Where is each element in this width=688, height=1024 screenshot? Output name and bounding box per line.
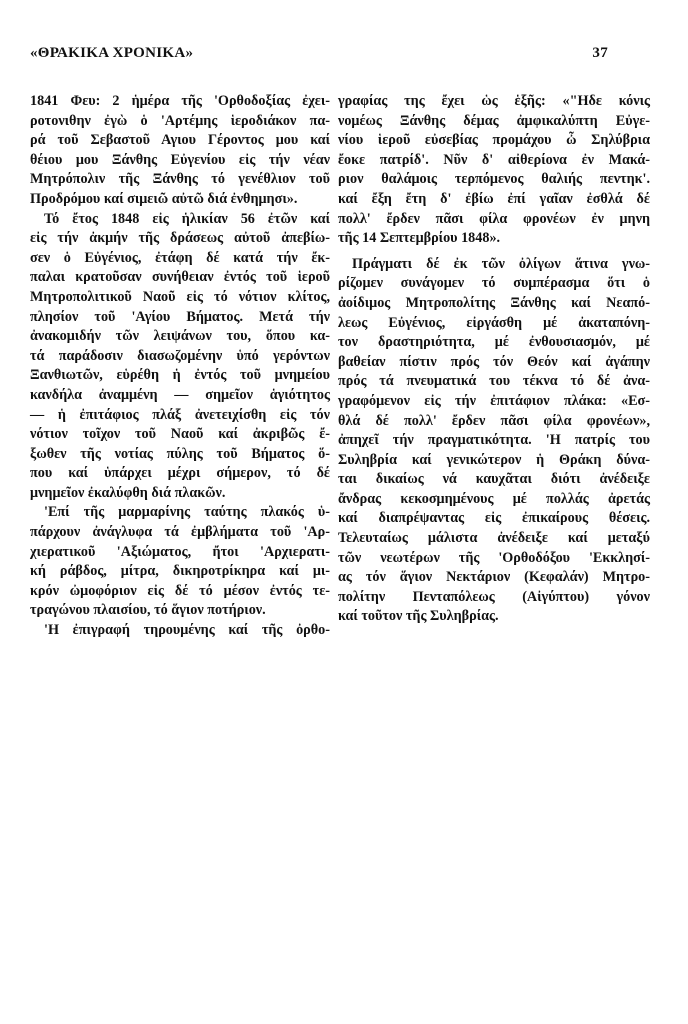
text-line: πλησίον τοῦ 'Αγίου Βήματος. Μετά τήν xyxy=(30,308,330,325)
text-line: βαθείαν πίστιν πρός τόν Θεόν καί ἀγάπην xyxy=(338,353,650,370)
right-text-column xyxy=(338,92,650,627)
text-line: νότιον τοῖχον τοῦ Ναοῦ καί ἀκριβῶς ἔ- xyxy=(30,426,330,443)
text-line: πολίτην Πενταπόλεως (Αἰγύπτου) γόνον xyxy=(338,588,650,605)
text-line: καί ἔξη ἔτη δ' ἐβίω ἐπί γαῖαν ἐσθλά δέ xyxy=(338,190,650,207)
text-line: ρίζομεν συνάγομεν τό συμπέρασμα ὅτι ὁ xyxy=(338,275,650,292)
text-line: ἀοίδιμος Μητροπολίτης Ξάνθης καί Νεαπό- xyxy=(338,294,650,311)
running-header xyxy=(30,45,608,62)
text-line: καί τοῦτον τῆς Συληβρίας. xyxy=(338,608,499,625)
text-line: τά παράδοσιν διασωζομένην ὑπό γερόντων xyxy=(30,347,330,364)
text-line: ἀνακομιδήν τῶν λειψάνων του, ὅπου κα- xyxy=(30,328,330,345)
text-line: κανδήλα ἀναμμένη — σημεῖον ἁγιότητος xyxy=(30,386,330,403)
text-line: σεν ὁ Εὐγένιος, ἐτάφη δέ κατά τήν ἔκ- xyxy=(30,249,330,266)
text-line: Ξανθιωτῶν, εὑρέθη ἡ ἐντός τοῦ μνημείου xyxy=(30,367,330,384)
journal-title: «ΘΡΑΚΙΚΑ ΧΡΟΝΙΚΑ» xyxy=(30,45,194,61)
text-line: πολλ' ἔρδεν πᾶσι φίλα φρονέων ἐν μηνη xyxy=(338,210,650,227)
text-line: πρός τά πνευματικά του τέκνα τό δέ ἀνα- xyxy=(338,373,650,390)
text-line: 1841 Φευ: 2 ἡμέρα τῆς 'Ορθοδοξίας ἐχει- xyxy=(30,93,330,109)
text-line: πάρχουν ἀνάγλυφα τά ἐμβλήματα τοῦ 'Αρ- xyxy=(30,524,330,541)
text-line: Μητροπολιτικοῦ Ναοῦ εἰς τό νότιον κλίτος, xyxy=(30,288,330,305)
text-line: Συληβρία καί γενικώτερον ἡ Θράκη δύνα- xyxy=(338,451,650,468)
text-line: ροτονιθην ἐγὼ ὁ 'Αρτέμης ἱεροδιάκον πα- xyxy=(30,112,330,129)
text-line: κή ράβδος, μίτρα, δικηροτρίκηρα καί μι- xyxy=(30,563,330,580)
text-line: Τό ἔτος 1848 εἰς ἡλικίαν 56 ἐτῶν καί xyxy=(44,210,330,227)
text-line: χιερατικοῦ 'Αξιώματος, ἤτοι 'Αρχιερατι- xyxy=(30,543,330,560)
text-line: που καί ὑπάρχει μέχρι σήμερον, τό δέ xyxy=(30,465,330,482)
text-line: Τελευταίως μάλιστα ἀνέδειξε καί μεταξύ xyxy=(338,530,650,547)
text-line: τῶν νεωτέρων τῆς 'Ορθοδόξου 'Εκκλησί- xyxy=(338,549,650,566)
text-line: θλά δέ πολλ' ἔρδεν πᾶσι φίλα φρονέων», xyxy=(338,412,650,429)
text-line: Μητρόπολιν τῆς Ξάνθης τό γενέθλιον τοῦ xyxy=(30,171,330,188)
text-line: εἰς τήν ἀκμήν τῆς δράσεως αὐτοῦ ἀπεβίω- xyxy=(30,230,330,247)
text-line: ριον θαλάμοις τερπόμενος θαλιής πεντηκ'. xyxy=(338,171,650,188)
text-line: λεως Εὐγένιος, εἰργάσθη μέ ἀκαταπόνη- xyxy=(338,314,650,331)
text-line: κρόν ὠμοφόριον εἰς δέ τό μέσον ἐντός τε- xyxy=(30,582,330,599)
text-line: ἔοκε πατρίδ'. Νῦν δ' αἰθερίονα ἐν Μακά- xyxy=(338,151,650,168)
text-line: ξωθεν τῆς νοτίας πύλης τοῦ Βήματος ὅ- xyxy=(30,445,330,462)
page-number: 37 xyxy=(592,45,608,61)
text-line: καί διαπρέψαντας εἰς ἐπικαίρους θέσεις. xyxy=(338,510,650,527)
text-line: ται δικαίως νά καυχᾶται διότι ἀνέδειξε xyxy=(338,471,650,488)
text-line: τραγώνου πλαισίου, τό ἅγιον ποτήριον. xyxy=(30,602,266,619)
text-line: Πράγματι δέ ἐκ τῶν ὀλίγων ἅτινα γνω- xyxy=(352,255,650,272)
text-line: γραφίας της ἔχει ὡς ἑξῆς: «"Ηδε κόνις xyxy=(338,93,650,109)
text-line: ἄνδρας κεκοσμημένους μέ πολλάς ἀρετάς xyxy=(338,490,650,507)
text-line: τον δραστηριότητα, μέ ἐνθουσιασμόν, μέ xyxy=(338,334,650,351)
text-line: θέιου μου Ξάνθης Εὐγενίου εἰς τήν νέαν xyxy=(30,151,330,168)
text-line: νομέως Ξάνθης δέμας ἀμφικαλύπτη Εὐγε- xyxy=(338,112,650,129)
left-text-column xyxy=(30,92,330,641)
text-line: ας τόν ἅγιον Νεκτάριον (Κεφαλάν) Μητρο- xyxy=(338,569,650,586)
text-line: νίου ἱεροῦ εὐσεβίας προμάχου ὦ Σηλύβρια xyxy=(338,132,650,149)
text-line: μνημεῖον ἐκαλύφθη διά πλακῶν. xyxy=(30,484,226,501)
text-line: — ἡ ἐπιτάφιος πλάξ ἀνετειχίσθη εἰς τόν xyxy=(30,406,330,423)
text-line: 'Η ἐπιγραφή τηρουμένης καί τῆς ὀρθο- xyxy=(44,622,330,639)
text-line: ρά τοῦ Σεβαστοῦ Αγιου Γέροντος μου καί xyxy=(30,132,330,149)
text-line: γραφόμενον εἰς τήν ἐπιτάφιον πλάκα: «Εσ- xyxy=(338,392,650,409)
text-line: παλαι κρατοῦσαν συνήθειαν ἐντός τοῦ ἱεροῦ xyxy=(30,269,330,286)
text-line: 'Επί τῆς μαρμαρίνης ταύτης πλακός ὑ- xyxy=(44,504,330,521)
text-line: τῆς 14 Σεπτεμβρίου 1848». xyxy=(338,230,501,247)
text-line: Προδρόμου καί σιμειῶ αὐτῶ διά ἐνθημησι». xyxy=(30,190,298,207)
text-line: ἀπηχεῖ τήν πραγματικότητα. 'Η πατρίς του xyxy=(338,432,650,449)
